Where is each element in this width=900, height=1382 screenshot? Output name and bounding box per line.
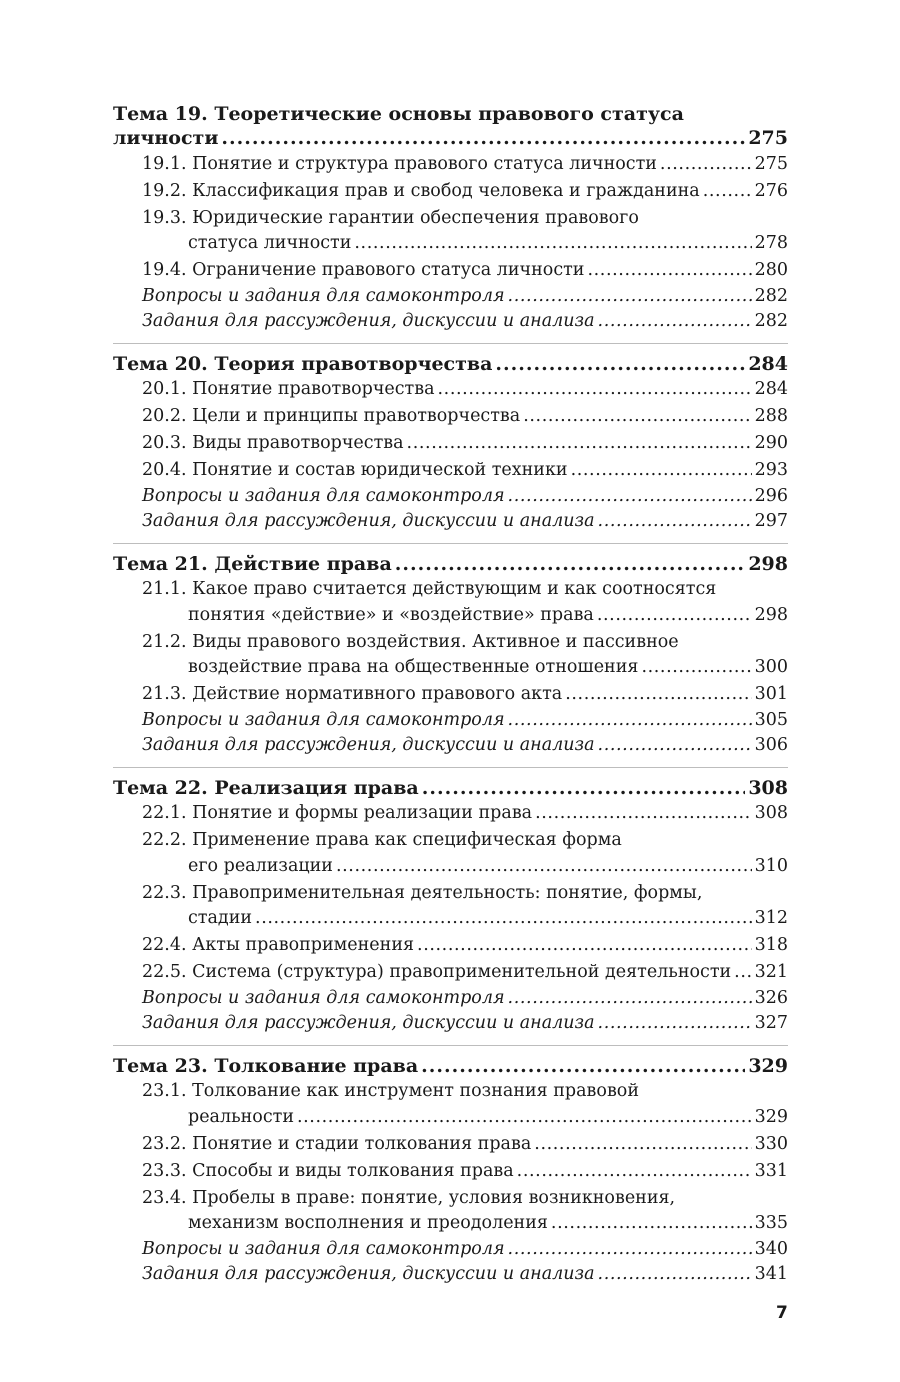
dot-leader <box>407 431 752 457</box>
toc-item-label: Задания для рассуждения, дискуссии и анализа <box>142 311 595 331</box>
toc-item-label-line2: воздействие права на общественные отношения <box>188 657 639 677</box>
toc-item-22-4[interactable] <box>142 933 788 959</box>
topic-19 <box>113 102 788 335</box>
toc-item-page: 312 <box>754 908 788 928</box>
toc-item-22-1[interactable] <box>142 801 788 827</box>
topic-page: 284 <box>748 352 788 375</box>
toc-item-page: 327 <box>754 1013 788 1033</box>
toc-item-page: 340 <box>754 1238 788 1259</box>
toc-item-label: 20.4. Понятие и состав юридической техники <box>142 460 568 480</box>
toc-item-label: 20.3. Виды правотворчества <box>142 433 404 453</box>
toc-item-page: 305 <box>754 709 788 730</box>
dot-leader <box>565 682 751 708</box>
dot-leader <box>297 1105 752 1131</box>
toc-item-label-line2: понятия «действие» и «воздействие» права <box>188 604 594 625</box>
toc-item-label-line1: 22.3. Правоприменительная деятельность: понятие, формы, <box>142 882 703 903</box>
dot-leader <box>495 352 745 376</box>
dot-leader <box>598 733 752 759</box>
toc-item-label: Вопросы и задания для самоконтроля <box>142 1238 505 1259</box>
toc-item-20-3[interactable] <box>142 431 788 457</box>
toc-item-20-2[interactable] <box>142 404 788 430</box>
topic-page: 308 <box>748 776 788 799</box>
dot-leader <box>508 1237 752 1263</box>
toc-item-page: 329 <box>754 1106 788 1127</box>
toc-item-page: 293 <box>754 460 788 480</box>
toc-item-21-1[interactable] <box>142 577 788 628</box>
table-of-contents <box>113 100 788 1288</box>
toc-item-label: 23.3. Способы и виды толкования права <box>142 1160 514 1181</box>
dot-leader <box>438 377 752 403</box>
dot-leader <box>534 1132 751 1158</box>
dot-leader <box>587 258 751 284</box>
dot-leader <box>417 933 752 959</box>
dot-leader <box>571 458 752 484</box>
toc-item-label: Задания для рассуждения, дискуссии и анализа <box>142 511 595 531</box>
toc-item-20-questions[interactable] <box>142 484 788 510</box>
toc-item-19-2[interactable] <box>142 179 788 205</box>
toc-item-label-line1: 23.1. Толкование как инструмент познания правовой <box>142 1081 639 1101</box>
toc-item-label-line2: реальности <box>188 1106 294 1127</box>
toc-item-label: Задания для рассуждения, дискуссии и анализа <box>142 735 595 755</box>
dot-leader <box>508 284 752 310</box>
toc-item-19-1[interactable] <box>142 152 788 178</box>
toc-item-label-line1: 21.1. Какое право считается действующим и как соотносятся <box>142 579 717 599</box>
toc-item-page: 306 <box>754 735 788 755</box>
toc-item-22-2[interactable] <box>142 828 788 879</box>
toc-item-label-line2: механизм восполнения и преодоления <box>188 1213 548 1233</box>
toc-item-label: Вопросы и задания для самоконтроля <box>142 485 505 506</box>
toc-item-label-line2: стадии <box>188 908 253 928</box>
toc-item-page: 284 <box>754 379 788 399</box>
toc-item-page: 282 <box>754 285 788 306</box>
toc-item-20-1[interactable] <box>142 377 788 403</box>
topic-21 <box>113 543 788 759</box>
toc-item-label: 22.5. Система (структура) правоприменительной деятельности <box>142 962 732 982</box>
toc-item-19-3[interactable] <box>142 206 788 257</box>
toc-item-label: Задания для рассуждения, дискуссии и анализа <box>142 1013 595 1033</box>
topic-20-heading[interactable] <box>113 343 788 376</box>
toc-item-label: 21.3. Действие нормативного правового акта <box>142 684 563 704</box>
toc-item-label: Вопросы и задания для самоконтроля <box>142 709 505 730</box>
toc-item-label-line2: его реализации <box>188 855 333 876</box>
toc-item-label: Вопросы и задания для самоконтроля <box>142 285 505 306</box>
toc-item-page: 335 <box>754 1213 788 1233</box>
toc-item-page: 330 <box>754 1133 788 1154</box>
dot-leader <box>421 1054 745 1078</box>
toc-item-page: 288 <box>754 406 788 426</box>
toc-item-label: 19.4. Ограничение правового статуса личности <box>142 260 585 280</box>
dot-leader <box>395 552 746 576</box>
toc-item-label-line1: 21.2. Виды правового воздействия. Активное и пассивное <box>142 631 679 652</box>
toc-item-20-tasks[interactable] <box>142 509 788 535</box>
toc-item-19-4[interactable] <box>142 258 788 284</box>
toc-item-page: 298 <box>754 604 788 625</box>
toc-item-page: 321 <box>754 962 788 982</box>
toc-item-label-line1: 23.4. Пробелы в праве: понятие, условия возникновения, <box>142 1187 676 1208</box>
topic-20 <box>113 343 788 535</box>
toc-item-page: 308 <box>754 803 788 823</box>
toc-item-label: Задания для рассуждения, дискуссии и анализа <box>142 1264 595 1284</box>
toc-item-label: 20.1. Понятие правотворчества <box>142 379 435 399</box>
topic-21-heading[interactable] <box>113 543 788 576</box>
toc-item-page: 290 <box>754 433 788 453</box>
dot-leader <box>551 1211 752 1237</box>
toc-item-21-questions[interactable] <box>142 708 788 734</box>
toc-item-21-2[interactable] <box>142 630 788 681</box>
topic-23-heading[interactable] <box>113 1045 788 1078</box>
dot-leader <box>598 509 752 535</box>
dot-leader <box>598 1011 752 1037</box>
dot-leader <box>598 1262 752 1288</box>
dot-leader <box>354 231 751 257</box>
dot-leader <box>598 309 752 335</box>
toc-item-page: 326 <box>754 987 788 1008</box>
toc-item-label: 23.2. Понятие и стадии толкования права <box>142 1133 532 1154</box>
toc-item-23-4[interactable] <box>142 1186 788 1237</box>
toc-item-22-tasks[interactable] <box>142 1011 788 1037</box>
toc-item-page: 301 <box>754 684 788 704</box>
toc-item-21-3[interactable] <box>142 682 788 708</box>
toc-item-page: 318 <box>754 935 788 955</box>
page-number: 7 <box>776 1303 788 1323</box>
dot-leader <box>660 152 752 178</box>
toc-item-23-2[interactable] <box>142 1132 788 1158</box>
toc-item-page: 341 <box>754 1264 788 1284</box>
toc-item-page: 282 <box>754 311 788 331</box>
dot-leader <box>535 801 751 827</box>
toc-item-label: 19.1. Понятие и структура правового статуса личности <box>142 153 657 174</box>
dot-leader <box>517 1159 752 1185</box>
toc-item-label: 22.4. Акты правоприменения <box>142 935 415 955</box>
dot-leader <box>508 484 752 510</box>
dot-leader <box>523 404 751 430</box>
dot-leader <box>703 179 752 205</box>
toc-item-page: 276 <box>754 180 788 201</box>
toc-item-label: 22.1. Понятие и формы реализации права <box>142 803 533 823</box>
dot-leader <box>508 708 752 734</box>
toc-item-page: 278 <box>754 233 788 253</box>
toc-item-page: 300 <box>754 657 788 677</box>
toc-item-23-questions[interactable] <box>142 1237 788 1263</box>
topic-22 <box>113 767 788 1037</box>
topic-19-title-line1: Тема 19. Теоретические основы правового статуса <box>113 103 684 125</box>
toc-item-label: Вопросы и задания для самоконтроля <box>142 987 505 1008</box>
toc-item-20-4[interactable] <box>142 458 788 484</box>
topic-19-title-line2: личности <box>113 127 219 149</box>
toc-item-23-tasks[interactable] <box>142 1262 788 1288</box>
topic-page: 329 <box>748 1054 788 1077</box>
toc-item-21-tasks[interactable] <box>142 733 788 759</box>
toc-item-page: 331 <box>754 1160 788 1181</box>
dot-leader <box>221 126 745 150</box>
topic-title: Тема 22. Реализация права <box>113 776 419 799</box>
toc-item-label: 20.2. Цели и принципы правотворчества <box>142 406 521 426</box>
dot-leader <box>508 986 752 1012</box>
toc-item-label-line2: статуса личности <box>188 233 352 253</box>
toc-item-label-line1: 22.2. Применение права как специфическая форма <box>142 830 622 850</box>
toc-item-23-1[interactable] <box>142 1079 788 1130</box>
dot-leader <box>734 960 751 986</box>
toc-item-22-3[interactable] <box>142 881 788 932</box>
toc-item-page: 296 <box>754 485 788 506</box>
toc-item-page: 280 <box>754 260 788 280</box>
dot-leader <box>336 854 752 880</box>
topic-title: Тема 23. Толкование права <box>113 1054 419 1077</box>
dot-leader <box>641 655 751 681</box>
topic-19-page: 275 <box>748 127 788 149</box>
toc-item-page: 310 <box>754 855 788 876</box>
toc-item-page: 297 <box>754 511 788 531</box>
topic-title: Тема 21. Действие права <box>113 552 392 575</box>
toc-item-19-tasks[interactable] <box>142 309 788 335</box>
topic-22-heading[interactable] <box>113 767 788 800</box>
topic-23 <box>113 1045 788 1288</box>
toc-item-label: 19.2. Классификация прав и свобод человека и гражданина <box>142 180 700 201</box>
topic-title: Тема 20. Теория правотворчества <box>113 352 493 375</box>
toc-item-22-5[interactable] <box>142 960 788 986</box>
toc-item-page: 275 <box>754 153 788 174</box>
toc-item-label-line1: 19.3. Юридические гарантии обеспечения правового <box>142 207 639 228</box>
topic-page: 298 <box>748 552 788 575</box>
dot-leader <box>597 603 752 629</box>
dot-leader <box>255 906 752 932</box>
toc-item-23-3[interactable] <box>142 1159 788 1185</box>
dot-leader <box>422 776 746 800</box>
topic-19-heading[interactable] <box>113 126 788 150</box>
toc-item-22-questions[interactable] <box>142 986 788 1012</box>
toc-item-19-questions[interactable] <box>142 284 788 310</box>
